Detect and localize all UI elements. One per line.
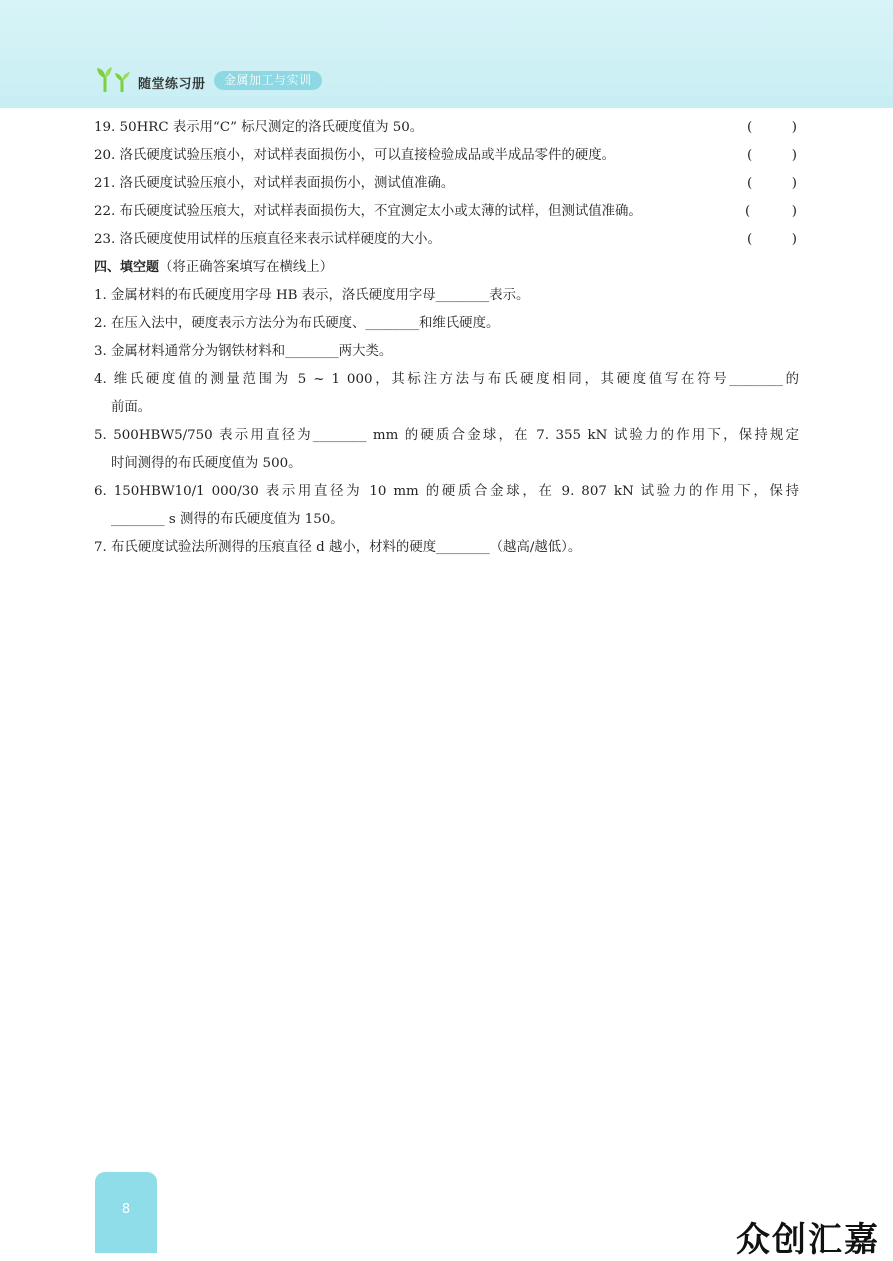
fill-question-2 xyxy=(94,313,799,341)
fill-question-5-cont xyxy=(94,453,799,481)
header-wave-border xyxy=(0,96,893,112)
fill-question-4-cont xyxy=(94,397,799,425)
paren-open: ( xyxy=(745,204,751,219)
fill-question-5 xyxy=(94,425,799,453)
question-text: 22. 布氏硬度试验压痕大，对试样表面损伤大，不宜测定太小或太薄的试样，但测试值准确。 xyxy=(94,204,642,219)
answer-parentheses xyxy=(747,117,797,139)
paren-open: ( xyxy=(747,176,753,191)
fill-question-6-cont xyxy=(94,509,799,537)
answer-parentheses xyxy=(747,173,797,195)
tf-question-22 xyxy=(94,201,799,229)
paren-close: ) xyxy=(791,232,797,247)
paren-close: ) xyxy=(791,120,797,135)
answer-parentheses xyxy=(747,145,797,167)
book-title: 随堂练习册 xyxy=(138,77,206,92)
question-text: 20. 洛氏硬度试验压痕小，对试样表面损伤小，可以直接检验成品或半成品零件的硬度。 xyxy=(94,148,616,163)
question-text: 1. 金属材料的布氏硬度用字母 HB 表示，洛氏硬度用字母________表示。 xyxy=(94,288,530,303)
question-text: 19. 50HRC 表示用“C” 标尺测定的洛氏硬度值为 50。 xyxy=(94,120,424,135)
section-title: 四、填空题 xyxy=(94,260,160,275)
question-text: 2. 在压入法中，硬度表示方法分为布氏硬度、________和维氏硬度。 xyxy=(94,316,500,331)
section-instruction: （将正确答案填写在横线上） xyxy=(159,260,334,275)
question-text: 3. 金属材料通常分为钢铁材料和________两大类。 xyxy=(94,344,393,359)
question-text-line2: ________ s 测得的布氏硬度值为 150。 xyxy=(111,512,344,527)
sprout-logo-icon xyxy=(96,64,132,92)
fill-question-7 xyxy=(94,537,799,565)
tf-question-19 xyxy=(94,117,799,145)
paren-close: ) xyxy=(791,148,797,163)
page-header xyxy=(0,0,893,108)
watermark-text: 众创汇嘉 xyxy=(736,1220,880,1260)
question-text-line2: 时间测得的布氏硬度值为 500。 xyxy=(111,456,302,471)
question-text: 7. 布氏硬度试验法所测得的压痕直径 d 越小，材料的硬度________（越高/越低）。 xyxy=(94,540,582,555)
question-text: 23. 洛氏硬度使用试样的压痕直径来表示试样硬度的大小。 xyxy=(94,232,441,247)
question-text-line1: 6. 150HBW10/1 000/30 表示用直径为 10 mm 的硬质合金球，在 9. 807 kN 试验力的作用下，保持 xyxy=(94,484,799,499)
fill-question-1 xyxy=(94,285,799,313)
paren-open: ( xyxy=(747,232,753,247)
fill-question-4 xyxy=(94,369,799,397)
paren-close: ) xyxy=(791,176,797,191)
question-text-line1: 4. 维氏硬度值的测量范围为 5 ~ 1 000，其标注方法与布氏硬度相同，其硬度值写在符号________的 xyxy=(94,372,799,387)
question-text-line1: 5. 500HBW5/750 表示用直径为________ mm 的硬质合金球，在 7. 355 kN 试验力的作用下，保持规定 xyxy=(94,428,799,443)
page-number-tab xyxy=(95,1172,157,1253)
subject-badge: 金属加工与实训 xyxy=(214,71,322,90)
paren-open: ( xyxy=(747,148,753,163)
exercise-content xyxy=(94,117,799,565)
answer-parentheses xyxy=(745,201,797,223)
tf-question-21 xyxy=(94,173,799,201)
section-heading xyxy=(94,257,799,285)
paren-close: ) xyxy=(791,204,797,219)
page-number: 8 xyxy=(121,1202,131,1217)
answer-parentheses xyxy=(747,229,797,251)
fill-question-3 xyxy=(94,341,799,369)
paren-open: ( xyxy=(747,120,753,135)
tf-question-23 xyxy=(94,229,799,257)
question-text: 21. 洛氏硬度试验压痕小，对试样表面损伤小，测试值准确。 xyxy=(94,176,455,191)
question-text-line2: 前面。 xyxy=(111,400,152,415)
tf-question-20 xyxy=(94,145,799,173)
fill-question-6 xyxy=(94,481,799,509)
